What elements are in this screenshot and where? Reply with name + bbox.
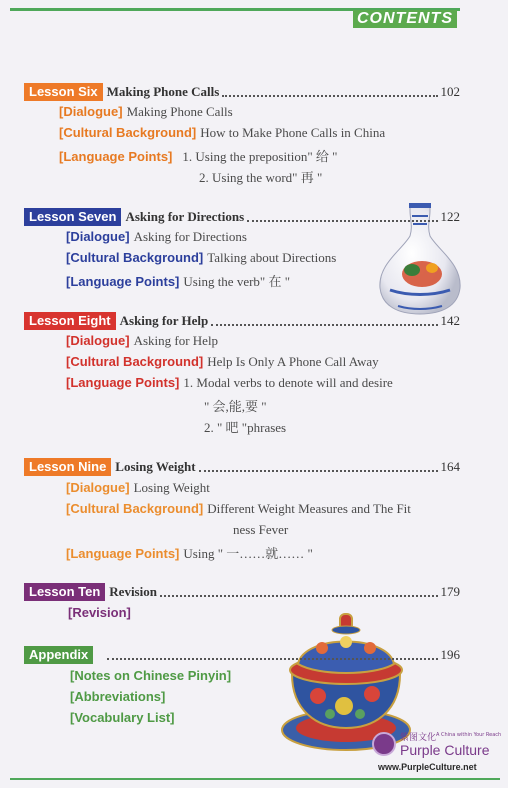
leader-dots <box>211 314 437 326</box>
lesson-ten-line[interactable] <box>24 582 460 602</box>
leader-dots <box>199 460 438 472</box>
appendix-page: 196 <box>440 647 460 662</box>
lesson-six-line[interactable] <box>24 82 460 102</box>
lesson-six-culture[interactable]: [Cultural Background] How to Make Phone Calls in China <box>59 125 386 140</box>
lesson-eight-language-2: 2. " 吧 "phrases <box>204 420 287 435</box>
lesson-ten-title: Revision <box>109 584 157 599</box>
leader-dots <box>160 585 438 597</box>
contents-heading: CONTENTS <box>353 10 457 28</box>
lesson-nine-culture[interactable]: [Cultural Background] Different Weight Measures and The Fit <box>66 501 411 516</box>
watermark-url: www.PurpleCulture.net <box>378 762 477 772</box>
lesson-eight-language[interactable]: [Language Points] 1. Modal verbs to denote will and desire <box>66 375 393 390</box>
lesson-eight-culture[interactable]: [Cultural Background] Help Is Only A Phone Call Away <box>66 354 379 369</box>
watermark-brand: Purple Culture <box>400 742 490 758</box>
lesson-nine-tag: Lesson Nine <box>24 458 111 476</box>
watermark <box>372 730 504 776</box>
lesson-six-dialogue[interactable]: [Dialogue] Making Phone Calls <box>59 104 233 119</box>
lesson-nine-page: 164 <box>440 459 460 474</box>
lesson-seven-page: 122 <box>440 209 460 224</box>
lesson-six-page: 102 <box>440 84 460 99</box>
lesson-six-language[interactable]: [Language Points] 1. Using the preposition" 给 " <box>59 149 338 164</box>
lesson-seven-line[interactable] <box>24 207 460 227</box>
lesson-ten-page: 179 <box>440 584 460 599</box>
lesson-ten-revision[interactable]: [Revision] <box>68 605 131 620</box>
lesson-nine-culture-cont: ness Fever <box>233 522 289 537</box>
lesson-seven-dialogue[interactable]: [Dialogue] Asking for Directions <box>66 229 247 244</box>
appendix-item-abbreviations[interactable]: [Abbreviations] <box>70 689 166 704</box>
lesson-six-tag: Lesson Six <box>24 83 103 101</box>
watermark-cn: 紫图文化 <box>400 733 437 743</box>
lesson-eight-title: Asking for Help <box>119 313 209 328</box>
lesson-eight-page: 142 <box>440 313 460 328</box>
bottom-rule <box>10 778 500 780</box>
leader-dots <box>222 85 437 97</box>
appendix-line[interactable] <box>24 645 460 665</box>
lesson-eight-dialogue[interactable]: [Dialogue] Asking for Help <box>66 333 219 348</box>
purple-culture-logo-icon <box>372 732 396 756</box>
lesson-six-language-2: 2. Using the word" 再 " <box>199 170 323 185</box>
lesson-seven-title: Asking for Directions <box>125 209 245 224</box>
lesson-six-title: Making Phone Calls <box>106 84 220 99</box>
appendix-item-vocabulary[interactable]: [Vocabulary List] <box>70 710 175 725</box>
appendix-tag: Appendix <box>24 646 93 664</box>
lesson-eight-tag: Lesson Eight <box>24 312 116 330</box>
lesson-eight-language-1b: " 会,能,要 " <box>204 399 267 414</box>
leader-dots <box>107 648 437 660</box>
appendix-item-pinyin[interactable]: [Notes on Chinese Pinyin] <box>70 668 232 683</box>
leader-dots <box>247 210 437 222</box>
lesson-seven-culture[interactable]: [Cultural Background] Talking about Directions <box>66 250 337 265</box>
watermark-tagline: A China within Your Reach <box>436 732 502 738</box>
lesson-ten-tag: Lesson Ten <box>24 583 105 601</box>
lesson-eight-line[interactable] <box>24 311 460 331</box>
lesson-nine-language[interactable]: [Language Points] Using " 一……就…… " <box>66 546 313 561</box>
lesson-nine-title: Losing Weight <box>115 459 196 474</box>
lesson-seven-tag: Lesson Seven <box>24 208 121 226</box>
lesson-seven-language[interactable]: [Language Points] Using the verb" 在 " <box>66 274 291 289</box>
lesson-nine-line[interactable] <box>24 457 460 477</box>
lesson-nine-dialogue[interactable]: [Dialogue] Losing Weight <box>66 480 210 495</box>
